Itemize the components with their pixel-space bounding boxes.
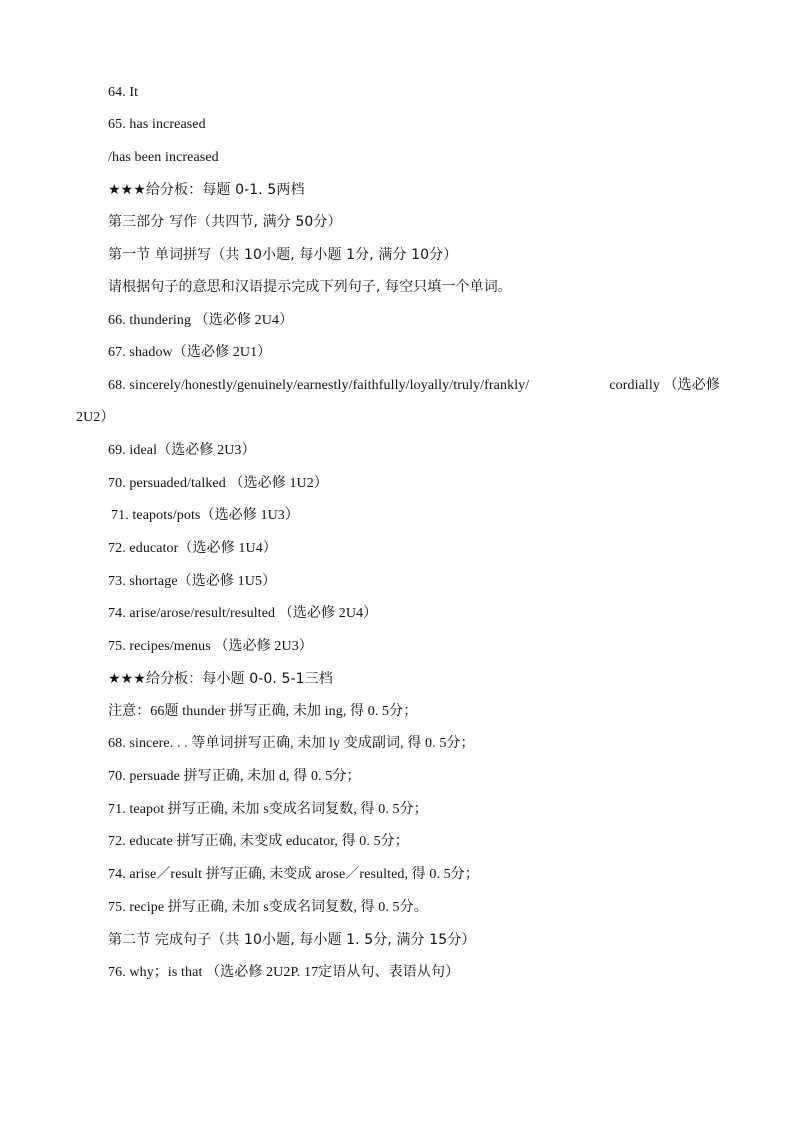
note-66: 注意：66题 thunder 拼写正确, 未加 ing, 得 0. 5分；: [108, 704, 418, 719]
answer-75: 75. recipes/menus （选必修 2U3）: [108, 639, 313, 654]
section-heading-spelling: 第一节 单词拼写（共 10小题, 每小题 1分, 满分 10分）: [108, 247, 458, 263]
note-71: 71. teapot 拼写正确, 未加 s变成名词复数, 得 0. 5分；: [108, 802, 428, 817]
answer-65-alt: /has been increased: [108, 150, 219, 165]
section-heading-part3: 第三部分 写作（共四节, 满分 50分）: [108, 214, 342, 230]
instruction-text: 请根据句子的意思和汉语提示完成下列句子, 每空只填一个单词。: [108, 279, 512, 295]
answer-76: 76. why；is that （选必修 2U2P. 17定语从句、表语从句）: [108, 965, 460, 980]
answer-68-unit: 2U2）: [76, 410, 115, 425]
answer-68: [108, 376, 720, 396]
note-72: 72. educate 拼写正确, 未变成 educator, 得 0. 5分；: [108, 834, 409, 849]
scoring-note-1: ★★★给分板：每题 0-1. 5两档: [108, 182, 305, 198]
answer-66: 66. thundering （选必修 2U4）: [108, 313, 294, 328]
note-70: 70. persuade 拼写正确, 未加 d, 得 0. 5分；: [108, 769, 361, 784]
answer-65: 65. has increased: [108, 117, 206, 132]
answer-74: 74. arise/arose/result/resulted （选必修 2U4）: [108, 606, 378, 621]
answer-70: 70. persuaded/talked （选必修 1U2）: [108, 476, 328, 491]
answer-64: 64. It: [108, 85, 139, 100]
answer-69: 69. ideal（选必修 2U3）: [108, 443, 256, 458]
answer-71: 71. teapots/pots（选必修 1U3）: [111, 508, 299, 523]
answer-68-options: 68. sincerely/honestly/genuinely/earnestly/faithfully/loyally/truly/frankly/: [108, 378, 530, 393]
answer-68-tail: cordially （选必修: [609, 378, 720, 393]
answer-67: 67. shadow（选必修 2U1）: [108, 345, 272, 360]
note-75: 75. recipe 拼写正确, 未加 s变成名词复数, 得 0. 5分。: [108, 900, 428, 915]
answer-72: 72. educator（选必修 1U4）: [108, 541, 277, 556]
answer-73: 73. shortage（选必修 1U5）: [108, 574, 277, 589]
note-68: 68. sincere. . . 等单词拼写正确, 未加 ly 变成副词, 得 0. 5分；: [108, 736, 475, 751]
note-74: 74. arise／result 拼写正确, 未变成 arose／resulted, 得 0. 5分；: [108, 867, 479, 882]
scoring-note-2: ★★★给分板：每小题 0-0. 5-1三档: [108, 671, 333, 687]
section-heading-sentences: 第二节 完成句子（共 10小题, 每小题 1. 5分, 满分 15分）: [108, 932, 476, 948]
